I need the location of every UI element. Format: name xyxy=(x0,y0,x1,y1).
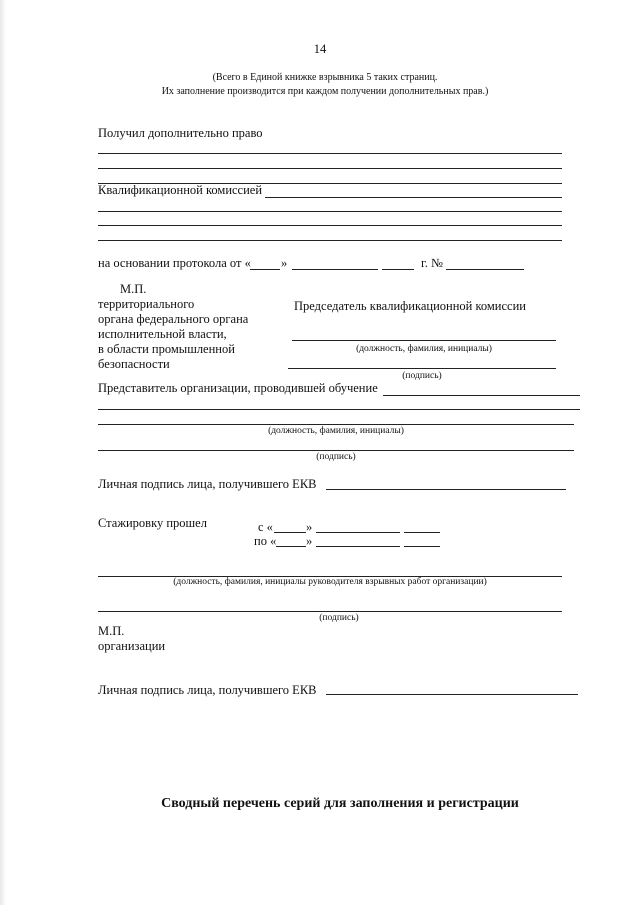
personal-signature-field[interactable] xyxy=(326,489,566,490)
head-position-caption: (должность, фамилия, инициалы руководителя взрывных работ организации) xyxy=(173,577,487,587)
personal-signature-field-2[interactable] xyxy=(326,694,578,695)
trainer-rep-signature-caption: (подпись) xyxy=(316,452,356,462)
trainer-rep-position-caption: (должность, фамилия, инициалы) xyxy=(268,426,404,436)
head-signature-caption: (подпись) xyxy=(319,613,359,623)
received-right-line-1[interactable] xyxy=(98,153,562,154)
commission-label: Квалификационной комиссией xyxy=(98,183,263,197)
chairman-signature-caption: (подпись) xyxy=(402,371,442,381)
protocol-prefix: на основании протокола от « xyxy=(98,256,251,270)
commission-line-3[interactable] xyxy=(98,225,562,226)
scan-shadow xyxy=(0,0,6,905)
stamp-line-1: территориального xyxy=(98,297,195,311)
internship-to-year[interactable] xyxy=(404,546,440,547)
stamp-line-2: органа федерального органа xyxy=(98,312,249,326)
personal-signature-label: Личная подпись лица, получившего ЕКВ xyxy=(98,477,317,491)
internship-to-prefix: по « xyxy=(254,534,277,548)
stamp-line-3: исполнительной власти, xyxy=(98,327,227,341)
protocol-year-field[interactable] xyxy=(382,269,414,270)
commission-line-1[interactable] xyxy=(265,197,562,198)
internship-from-year[interactable] xyxy=(404,532,440,533)
internship-label: Стажировку прошел xyxy=(98,516,207,530)
chairman-position-field[interactable] xyxy=(292,340,556,341)
internship-to-quote: » xyxy=(306,534,313,548)
stamp-line-4: в области промышленной xyxy=(98,342,235,356)
internship-from-prefix: с « xyxy=(258,520,273,534)
received-right-label: Получил дополнительно право xyxy=(98,126,263,140)
head-signature-field[interactable] xyxy=(98,611,562,612)
chairman-position-caption: (должность, фамилия, инициалы) xyxy=(356,344,492,354)
trainer-rep-signature-field[interactable] xyxy=(98,450,574,451)
chairman-signature-field[interactable] xyxy=(288,368,556,369)
stamp-line-5: безопасности xyxy=(98,357,170,371)
trainer-rep-line-2[interactable] xyxy=(98,409,580,410)
internship-to-day[interactable] xyxy=(276,546,306,547)
received-right-line-2[interactable] xyxy=(98,168,562,169)
header-line-1: (Всего в Единой книжке взрывника 5 таких страниц. xyxy=(212,72,438,83)
protocol-close-quote: » xyxy=(281,256,288,270)
page-number: 14 xyxy=(313,42,327,56)
internship-from-day[interactable] xyxy=(274,532,306,533)
trainer-rep-line-1[interactable] xyxy=(383,395,580,396)
chairman-label: Председатель квалификационной комиссии xyxy=(294,299,526,313)
internship-from-quote: » xyxy=(306,520,313,534)
internship-from-month[interactable] xyxy=(316,532,400,533)
stamp-mp: М.П. xyxy=(120,282,147,296)
protocol-year-label: г. № xyxy=(421,256,443,270)
header-line-2: Их заполнение производится при каждом получении дополнительных прав.) xyxy=(161,86,489,97)
trainer-rep-position-field[interactable] xyxy=(98,424,574,425)
trainer-rep-label: Представитель организации, проводившей обучение xyxy=(98,381,378,395)
commission-line-4[interactable] xyxy=(98,240,562,241)
protocol-month-field[interactable] xyxy=(292,269,378,270)
org-stamp-mp: М.П. xyxy=(98,624,125,638)
org-stamp-label: организации xyxy=(98,639,166,653)
commission-line-2[interactable] xyxy=(98,211,562,212)
personal-signature-label-2: Личная подпись лица, получившего ЕКВ xyxy=(98,683,317,697)
protocol-day-field[interactable] xyxy=(250,269,280,270)
section-title: Сводный перечень серий для заполнения и регистрации xyxy=(161,796,519,811)
internship-to-month[interactable] xyxy=(316,546,400,547)
protocol-number-field[interactable] xyxy=(446,269,524,270)
